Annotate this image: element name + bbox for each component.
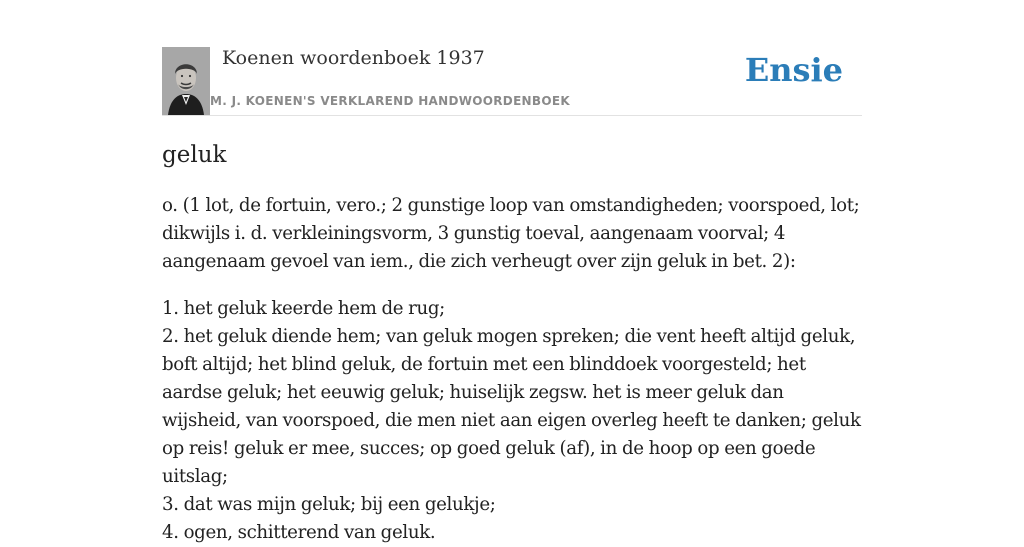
example-list — [162, 295, 862, 547]
headword: geluk — [162, 142, 227, 168]
dictionary-subtitle: M. J. KOENEN'S VERKLAREND HANDWOORDENBOEK — [210, 94, 570, 108]
ensie-logo[interactable]: Ensie — [744, 51, 843, 89]
author-portrait — [162, 47, 210, 115]
dictionary-header — [162, 0, 862, 116]
example-item: 1. het geluk keerde hem de rug; — [162, 298, 445, 319]
dictionary-title[interactable]: Koenen woordenboek 1937 — [222, 47, 485, 69]
example-item: 4. ogen, schitterend van geluk. — [162, 522, 436, 543]
example-item: 3. dat was mijn geluk; bij een gelukje; — [162, 494, 496, 515]
page-content — [162, 0, 862, 543]
example-item: 2. het geluk diende hem; van geluk mogen spreken; die vent heeft altijd geluk, boft altijd; het blind geluk, de fortuin met een blinddoek voorgesteld; het aardse geluk; het eeuwig geluk; huiselijk zegsw. het is meer geluk dan wijsheid, van voorspoed, die men niet aan eigen overleg heeft te danken; geluk op reis! geluk er mee, succes; op goed geluk (af), in de hoop op een goede uitslag; — [162, 326, 861, 487]
definition-text: o. (1 lot, de fortuin, vero.; 2 gunstige loop van omstandigheden; voorspoed, lot; dikwijls i. d. verkleiningsvorm, 3 gunstig toeval, aangenaam voorval; 4 aangenaam gevoel van iem., die zich verheugt over zijn geluk in bet. 2): — [162, 195, 860, 272]
